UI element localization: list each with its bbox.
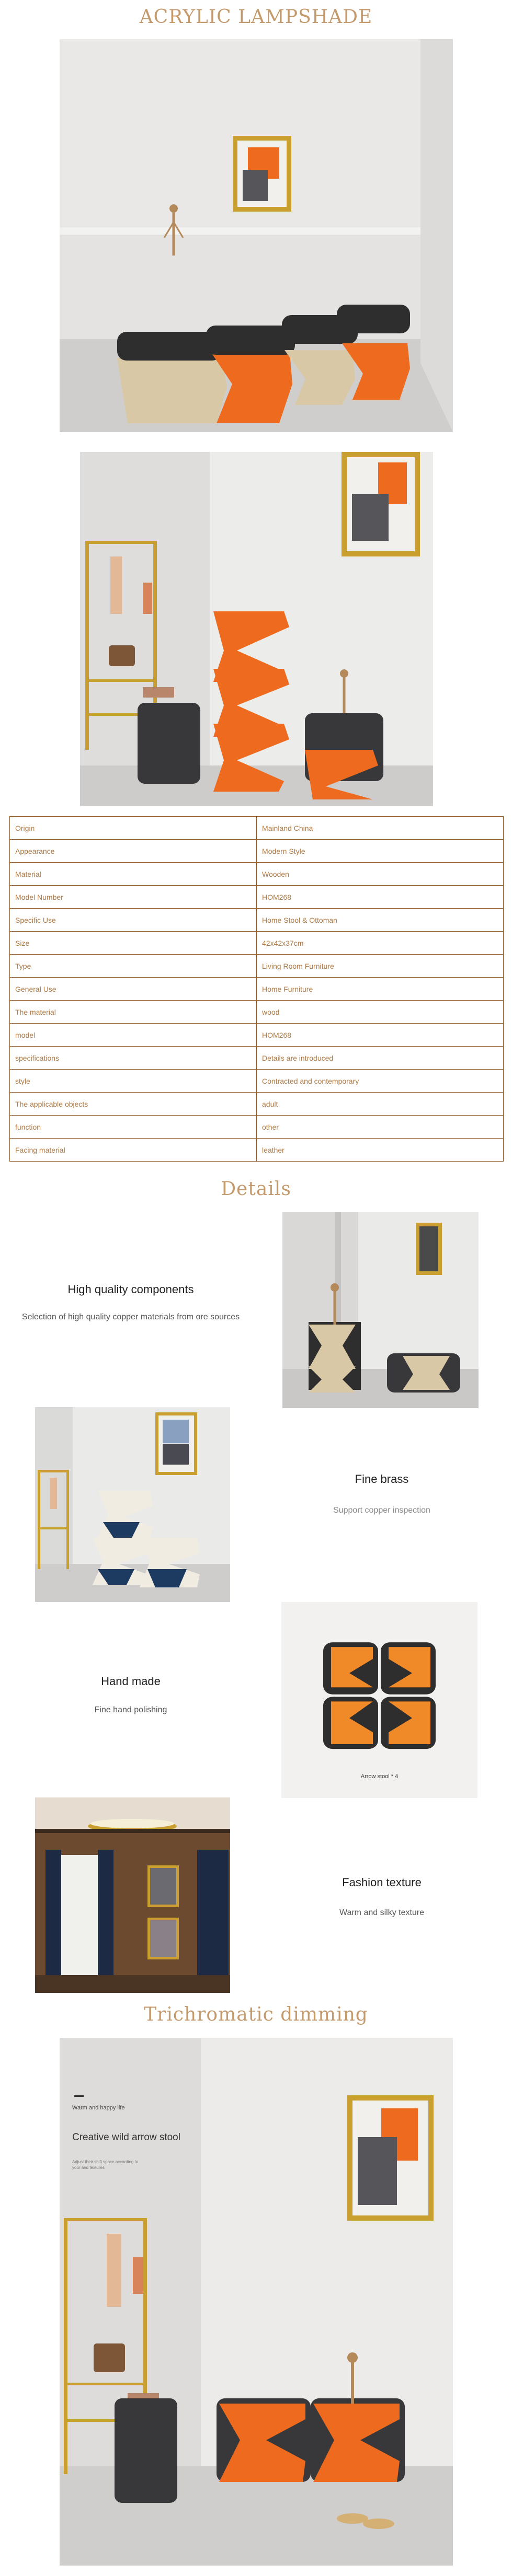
dimming-poster — [60, 2038, 453, 2566]
table-row — [10, 955, 504, 978]
spec-label: specifications — [10, 1047, 257, 1070]
table-row — [10, 1116, 504, 1139]
spec-label: Size — [10, 932, 257, 955]
hero-photo-stools-row — [60, 39, 453, 432]
feature-desc: Selection of high quality copper materials from ore sources — [21, 1313, 240, 1321]
spec-value: Contracted and contemporary — [257, 1070, 504, 1093]
table-row — [10, 1047, 504, 1070]
spec-label: Origin — [10, 817, 257, 840]
feature-title: Fashion texture — [342, 1876, 422, 1889]
spec-value: Mainland China — [257, 817, 504, 840]
table-row — [10, 1139, 504, 1162]
spec-value: wood — [257, 1001, 504, 1024]
spec-label: Specific Use — [10, 909, 257, 932]
table-row — [10, 817, 504, 840]
spec-value: Home Furniture — [257, 978, 504, 1001]
spec-value: Details are introduced — [257, 1047, 504, 1070]
table-row — [10, 909, 504, 932]
table-row — [10, 978, 504, 1001]
spec-label: Material — [10, 863, 257, 886]
page-title: ACRYLIC LAMPSHADE — [139, 6, 373, 28]
feature-photo-texture — [35, 1797, 230, 1993]
poster-heading: Creative wild arrow stool — [72, 2132, 180, 2143]
feature-title: Hand made — [101, 1675, 161, 1688]
feature-title: Fine brass — [355, 1472, 409, 1486]
spec-value: HOM268 — [257, 886, 504, 909]
spec-value: Home Stool & Ottoman — [257, 909, 504, 932]
spec-value: HOM268 — [257, 1024, 504, 1047]
spec-label: The material — [10, 1001, 257, 1024]
table-row — [10, 863, 504, 886]
table-row — [10, 886, 504, 909]
table-row — [10, 840, 504, 863]
spec-label: Model Number — [10, 886, 257, 909]
spec-value: Modern Style — [257, 840, 504, 863]
feature-title: High quality components — [67, 1283, 194, 1296]
feature-photo-components — [282, 1212, 479, 1408]
details-title: Details — [221, 1178, 291, 1200]
table-row — [10, 1093, 504, 1116]
specs-table — [9, 816, 504, 1162]
spec-value: adult — [257, 1093, 504, 1116]
feature-desc: Support copper inspection — [333, 1506, 430, 1515]
spec-label: Type — [10, 955, 257, 978]
feature-desc: Warm and silky texture — [339, 1908, 425, 1917]
spec-label: Facing material — [10, 1139, 257, 1162]
table-row — [10, 1001, 504, 1024]
spec-value: 42x42x37cm — [257, 932, 504, 955]
feature-photo-brass — [35, 1407, 230, 1602]
spec-value: other — [257, 1116, 504, 1139]
product-caption: Arrow stool * 4 — [360, 1773, 399, 1780]
spec-label: The applicable objects — [10, 1093, 257, 1116]
feature-desc: Fine hand polishing — [94, 1705, 167, 1714]
spec-label: model — [10, 1024, 257, 1047]
table-row — [10, 932, 504, 955]
spec-label: style — [10, 1070, 257, 1093]
spec-label: function — [10, 1116, 257, 1139]
spec-value: Living Room Furniture — [257, 955, 504, 978]
spec-label: Appearance — [10, 840, 257, 863]
poster-note: Adjust their shift space according to your and textures — [72, 2160, 139, 2170]
spec-value: Wooden — [257, 863, 504, 886]
hero-photo-stacked-stools — [80, 452, 433, 806]
table-row — [10, 1024, 504, 1047]
table-row — [10, 1070, 504, 1093]
spec-label: General Use — [10, 978, 257, 1001]
spec-value: leather — [257, 1139, 504, 1162]
poster-subtitle: Warm and happy life — [72, 2105, 125, 2111]
dimming-title: Trichromatic dimming — [144, 2004, 368, 2025]
feature-photo-handmade — [281, 1602, 477, 1798]
